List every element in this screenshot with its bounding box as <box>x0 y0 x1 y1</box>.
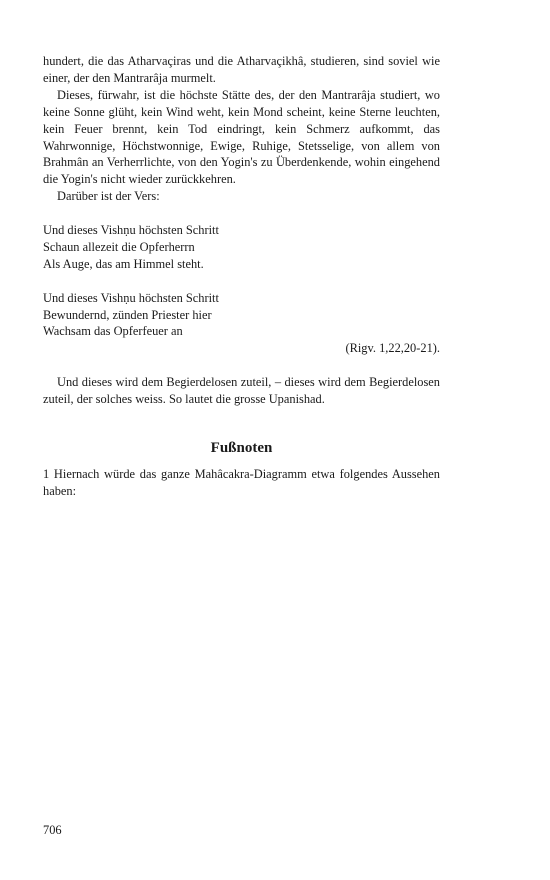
verse-stanza-2 <box>43 290 440 341</box>
paragraph-highest-place: Dieses, fürwahr, ist die höchste Stätte des, der den Mantrarâja studiert, wo keine Sonne glüht, kein Wind weht, kein Mond scheint, keine Sterne leuchten, kein Feuer brennt, kein Tod eindringt, kein Schmerz aufkommt, das Wahrwonnige, Höchstwonnige, Ewige, Ruhige, Stetsselige, von allem von Brahmân an Verherrlichte, von den Yogin's zu Überdenkende, wohin eingehend die Yogin's nicht wieder zurückkehren. <box>43 87 440 187</box>
verse-line: Als Auge, das am Himmel steht. <box>43 256 204 271</box>
verse-line: Und dieses Vishṇu höchsten Schritt <box>43 223 219 238</box>
verse-citation: (Rigv. 1,22,20-21). <box>345 341 440 356</box>
verse-stanza-1 <box>43 222 440 273</box>
footnote-item: 1 Hiernach würde das ganze Mahâcakra-Diagramm etwa folgendes Aussehen haben: <box>43 467 440 498</box>
page-number: 706 <box>43 823 62 837</box>
paragraph-verse-intro: Darüber ist der Vers: <box>57 189 160 204</box>
verse-line: Und dieses Vishṇu höchsten Schritt <box>43 290 219 305</box>
paragraph-continuation: hundert, die das Atharvaçiras und die Atharvaçikhâ, studieren, sind soviel wie einer, der den Mantrarâja murmelt. <box>43 54 440 85</box>
page-body <box>43 53 440 500</box>
footnotes-heading: Fußnoten <box>210 440 273 457</box>
verse-line: Schaun allezeit die Opferherrn <box>43 239 195 254</box>
verse-line: Bewundernd, zünden Priester hier <box>43 307 212 322</box>
verse-line: Wachsam das Opferfeuer an <box>43 324 183 339</box>
paragraph-closing: Und dieses wird dem Begierdelosen zuteil, – dieses wird dem Begierdelosen zuteil, der solches weiss. So lautet die grosse Upanishad. <box>43 375 440 407</box>
